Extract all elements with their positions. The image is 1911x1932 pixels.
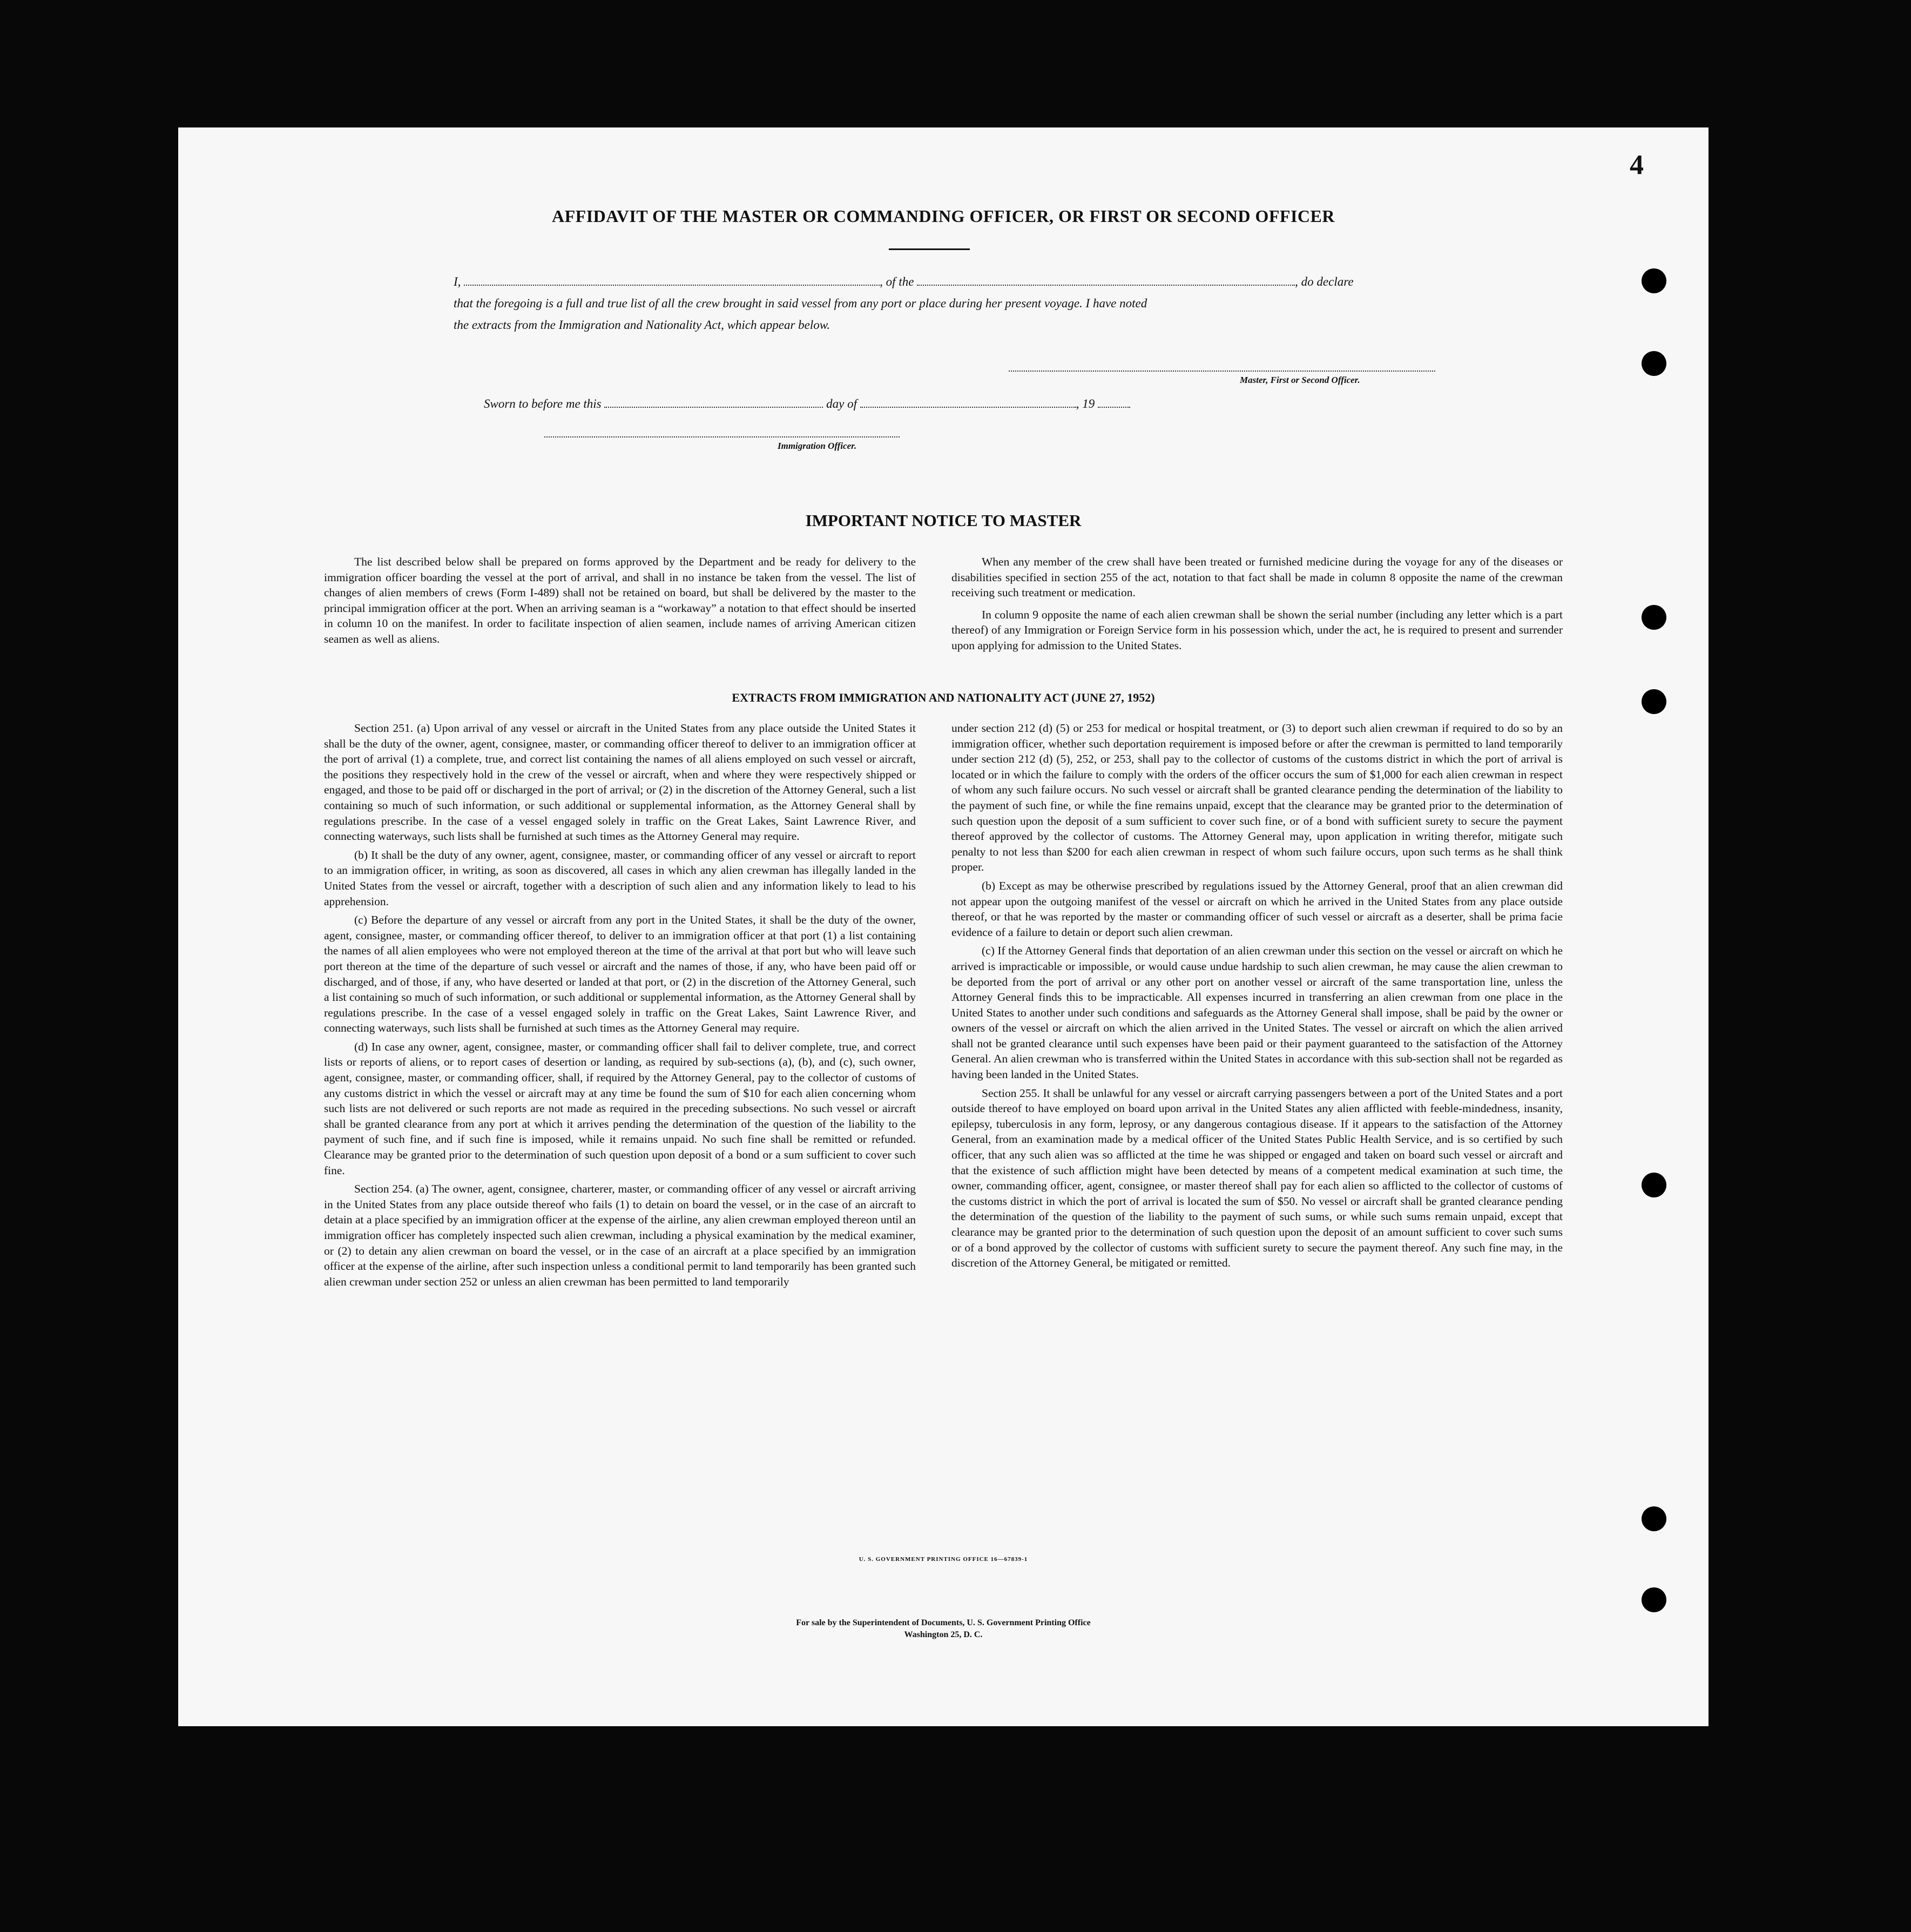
punch-hole: [1642, 1506, 1666, 1531]
officer-signature-line[interactable]: [544, 436, 900, 437]
punch-hole: [1642, 605, 1666, 630]
year-text: , 19: [1076, 397, 1095, 410]
sworn-month-blank[interactable]: [860, 397, 1076, 408]
punch-hole: [1642, 268, 1666, 293]
extracts-title: EXTRACTS FROM IMMIGRATION AND NATIONALITY ACT (JUNE 27, 1952): [732, 691, 1155, 704]
sworn-line: [484, 393, 1402, 415]
printer-imprint: U. S. GOVERNMENT PRINTING OFFICE 16—67839-1: [859, 1556, 1028, 1563]
notice-left-column: [324, 554, 916, 650]
vessel-blank[interactable]: [917, 275, 1295, 286]
section-254-b: (b) Except as may be otherwise prescribed by regulations issued by the Attorney General, proof that an alien crewman did not appear upon the outgoing manifest of the vessel or aircraft on which he arrived in the United States from any place outside thereof, or that he was reported by the master or commanding officer of such vessel or aircraft as a deserter, shall be prima facie evidence of a failure to detain or deport such alien crewman.: [951, 879, 1563, 939]
section-254-a-cont: under section 212 (d) (5) or 253 for medical or hospital treatment, or (3) to deport such alien crewman if required to do so by an immigration officer, whether such deportation requirement is imposed before or after the crewman is permitted to land temporarily under section 212 (d) (5), 252, or 253, shall pay to the collector of customs of the customs district in which the port of arrival is located or in which the failure to comply with the orders of the officer occurs the sum of $1,000 for each alien crewman in respect of whom any such failure occurs. No such vessel or aircraft shall be granted clearance pending the determination of the liability to the payment of such fine, or while the fine remains unpaid, except that the clearance may be granted prior to the determination of such question upon the deposit of a sum sufficient to cover such fine, or of a bond with sufficient surety to secure the payment thereof approved by the collector of customs. The Attorney General may, upon application in writing therefor, mitigate such penalty to not less than $200 for each alien crewman in respect of whom such failure occurs, upon such terms as he shall think proper.: [951, 722, 1563, 874]
master-caption: Master, First or Second Officer.: [1240, 375, 1360, 385]
punch-hole: [1642, 689, 1666, 714]
affidavit-i: I,: [454, 275, 461, 288]
document-page: [178, 127, 1709, 1726]
notice-title: IMPORTANT NOTICE TO MASTER: [805, 511, 1082, 530]
sale-notice: [178, 1617, 1709, 1641]
section-254-a: Section 254. (a) The owner, agent, consignee, charterer, master, or commanding officer of any vessel or aircraft arriving in the United States from any place outside thereof who fails (1) to detain on board the vessel, or in the case of an aircraft to detain at a place specified by an immigration officer at the expense of the airline, any alien crewman employed thereon until an immigration officer has completely inspected such alien crewman, including a physical examination by the medical examiner, or (2) to detain any alien crewman on board the vessel, or in the case of an aircraft at a place specified by an immigration officer at the expense of the airline, after such inspection unless a conditional permit to land temporarily has been granted such alien crewman under section 252 or unless an alien crewman has been permitted to land temporarily: [324, 1182, 916, 1288]
officer-caption: Immigration Officer.: [778, 441, 857, 451]
section-251-a: Section 251. (a) Upon arrival of any vessel or aircraft in the United States from any place outside the United States it shall be the duty of the owner, agent, consignee, master, or commanding officer thereof to deliver to an immigration officer at the port of arrival (1) a complete, true, and correct list containing the names of all aliens employed on such vessel or aircraft, the positions they respectively hold in the crew of the vessel or aircraft, when and where they were respectively shipped or engaged, and those to be paid off or discharged in the port of arrival; or (2) in the discretion of the Attorney General, such a list containing so much of such information, or such additional or supplemental information, as the Attorney General shall by regulations prescribe. In the case of a vessel engaged solely in traffic on the Great Lakes, Saint Lawrence River, and connecting waterways, such lists shall be furnished at such times as the Attorney General may require.: [324, 722, 916, 843]
notice-right-column: [951, 554, 1563, 657]
punch-hole: [1642, 1173, 1666, 1197]
punch-hole: [1642, 1587, 1666, 1612]
section-251-d: (d) In case any owner, agent, consignee, master, or commanding officer shall fail to deliver complete, true, and correct lists or reports of aliens, or to report cases of desertion or landing, as required by sub-sections (a), (b), and (c), such owner, agent, consignee, master, or commanding officer, shall, if required by the Attorney General, pay to the collector of customs of any customs district in which the vessel or aircraft may at any time be found the sum of $10 for each alien concerning whom such lists are not delivered or such reports are not made as required in the preceding subsections. No such vessel or aircraft shall be granted clearance from any port at which it arrives pending the determination of the question of the liability to the payment of such fine, and if such fine is imposed, while it remains unpaid. No such fine shall be remitted or refunded. Clearance may be granted prior to the determination of such question upon deposit of a bond or a sum sufficient to cover such fine.: [324, 1040, 916, 1177]
section-251-c: (c) Before the departure of any vessel or aircraft from any port in the United States, it shall be the duty of the owner, agent, consignee, master, or commanding officer thereof, to deliver to an immigration officer at that port (1) a list containing the names of all alien employees who were not employed thereon at the time of the arrival at that port but who will leave such port thereon at the time of the departure of such vessel or aircraft and the names of those, if any, who have been paid off or discharged, and of those, if any, who have deserted or landed at that port, or (2) in the discretion of the Attorney General, such a list containing so much of such information, or such additional or supplemental information, as the Attorney General shall by regulations prescribe. In the case of a vessel engaged solely in traffic on the Great Lakes, Saint Lawrence River, and connecting waterways, such lists shall be furnished at such times as the Attorney General may require.: [324, 913, 916, 1035]
sale-line-1: For sale by the Superintendent of Documents, U. S. Government Printing Office: [796, 1618, 1091, 1627]
corner-mark: 4: [1630, 150, 1644, 180]
title-rule: [889, 248, 970, 250]
section-255: Section 255. It shall be unlawful for any vessel or aircraft carrying passengers between a port of the United States and a port outside thereof to have employed on board upon arrival in the United States any alien afflicted with feeble-mindedness, insanity, epilepsy, tuberculosis in any form, leprosy, or any dangerous contagious disease. If it appears to the satisfaction of the Attorney General, from an examination made by a medical officer of the United States Public Health Service, and is so certified by such officer, that any such alien was so afflicted at the time he was shipped or engaged and taken on board such vessel or aircraft and that the existence of such affliction might have been detected by means of a competent medical examination at such time, the owner, commanding officer, agent, consignee, or master thereof shall pay for each alien so afflicted to the collector of customs of the customs district in which the port of arrival is located the sum of $50. No vessel or aircraft shall be granted clearance pending the determination of the question of the liability to the payment of such sums, or while such sums remain unpaid, except that clearance may be granted prior to the determination of such question upon the deposit of an amount sufficient to cover such sums or of a bond approved by the collector of customs with sufficient surety to secure the payment thereof. Any such fine may, in the discretion of the Attorney General, be mitigated or remitted.: [951, 1086, 1563, 1270]
sale-line-2: Washington 25, D. C.: [904, 1630, 983, 1639]
notice-right-paragraph-2: In column 9 opposite the name of each alien crewman shall be shown the serial number (including any letter which is a part thereof) of any Immigration or Foreign Service form in his possession which, under the act, he is required to present and surrender upon applying for admission to the United States.: [951, 608, 1563, 652]
punch-hole: [1642, 351, 1666, 376]
extracts-left-column: [324, 721, 916, 1293]
master-signature-line[interactable]: [1009, 371, 1435, 372]
affidavit-line-3: the extracts from the Immigration and Nationality Act, which appear below.: [454, 318, 830, 332]
section-251-b: (b) It shall be the duty of any owner, agent, consignee, master, or commanding officer of any vessel or aircraft to report to an immigration officer, in writing, as soon as discovered, all cases in which any alien crewman has illegally landed in the United States from the vessel or aircraft, together with a description of such alien and any information likely to lead to his apprehension.: [324, 848, 916, 908]
day-of-text: day of: [826, 397, 857, 410]
affidavit-line-1: [454, 271, 1436, 293]
sworn-day-blank[interactable]: [604, 397, 823, 408]
affidavit-line-2: that the foregoing is a full and true list of all the crew brought in said vessel from any port or place during her present voyage. I have noted: [454, 297, 1147, 310]
extracts-right-column: [951, 721, 1563, 1274]
affidavit-title: AFFIDAVIT OF THE MASTER OR COMMANDING OFFICER, OR FIRST OR SECOND OFFICER: [552, 206, 1335, 226]
notice-right-paragraph-1: When any member of the crew shall have been treated or furnished medicine during the voyage for any of the diseases or disabilities specified in section 255 of the act, notation to that fact shall be made in column 8 opposite the name of the crewman receiving such treatment or medication.: [951, 555, 1563, 600]
sworn-text: Sworn to before me this: [484, 397, 602, 410]
sworn-year-blank[interactable]: [1098, 397, 1130, 408]
affidavit-declare: , do declare: [1295, 275, 1354, 288]
notice-left-paragraph: The list described below shall be prepared on forms approved by the Department and be ready for delivery to the immigration officer boarding the vessel at the port of arrival, and shall in no instance be taken from the vessel. The list of changes of alien members of crews (Form I-489) shall not be retained on board, but shall be delivered by the master to the principal immigration officer at the port. When an arriving seaman is a “workaway” a notation to that effect should be inserted in column 10 on the manifest. In order to facilitate inspection of alien seamen, include names of arriving American citizen seamen as well as aliens.: [324, 555, 916, 645]
affidavit-of-the: , of the: [880, 275, 914, 288]
section-254-c: (c) If the Attorney General finds that deportation of an alien crewman under this section on the vessel or aircraft on which he arrived is impracticable or impossible, or would cause undue hardship to such alien crewman, he may cause the alien crewman to be deported from the port of arrival or any other port on another vessel or aircraft of the same transportation line, unless the Attorney General finds this to be impracticable. All expenses incurred in transferring an alien crewman from one place in the United States to another under such conditions and safeguards as the Attorney General shall impose, shall be paid by the owner or owners of the vessel or aircraft on which the alien arrived in the United States. The vessel or aircraft on which the alien arrived shall not be granted clearance until such expenses have been paid or their payment guaranteed to the satisfaction of the Attorney General. An alien crewman who is transferred within the United States in accordance with this sub-section shall not be regarded as having been landed in the United States.: [951, 944, 1563, 1081]
name-blank[interactable]: [464, 275, 880, 286]
